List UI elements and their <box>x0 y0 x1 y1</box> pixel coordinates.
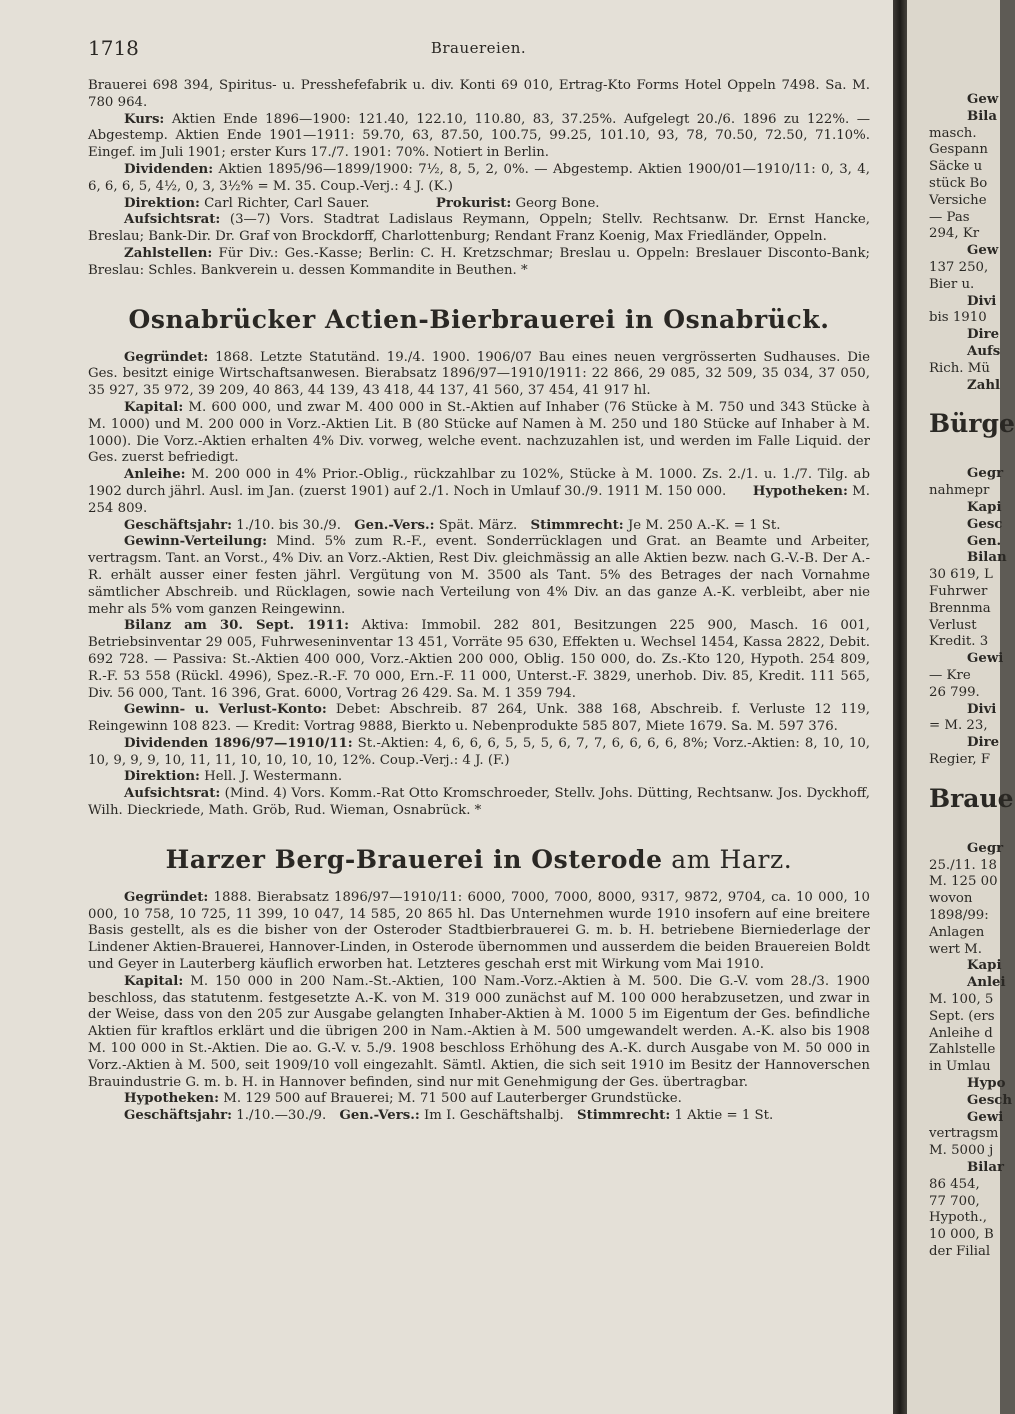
entry-title-harzer: Harzer Berg-Brauerei in Osterode am Harz. <box>165 844 793 874</box>
right-page-fragment: Bilar <box>967 1160 1004 1175</box>
right-page-fragment: Dire <box>967 327 1000 343</box>
paragraph: Gewinn-Verteilung: Mind. 5% zum R.-F., event. Sonderrücklagen und Grat. an Beamte und Arbeiter, vertragsm. Tant. an Vorst., 4% Div. an Vorz.-Aktien, Rest Div. gleichmässig an alle Aktien bezw. nach G.-V.-B. Der A.-R. erhält ausser einer festen jährl. Vergütung von M. 3500 als Tant. 5% des Betrages der nach Vornahme sämtlicher Abschreib. und Rücklagen, sowie nach Verteilung von 4% Div. an das ganze A.-K. verbleibt, aber nie mehr als 5% vom ganzen Reingewinn. <box>88 534 870 617</box>
right-page-fragment: Hypoth., <box>929 1210 987 1226</box>
right-page-fragment: Divi <box>967 701 997 717</box>
right-page-fragment: stück Bo <box>929 176 988 191</box>
page-content <box>88 78 870 1125</box>
right-page-fragment: Gesch <box>967 1092 1013 1108</box>
page-number: 1718 <box>88 36 139 60</box>
right-page-fragment: Brennma <box>929 600 991 616</box>
paragraph: Kapital: M. 150 000 in 200 Nam.-St.-Aktien, 100 Nam.-Vorz.-Aktien à M. 500. Die G.-V. vom 28./3. 1900 beschloss, das statutenm. festgesetzte A.-K. von M. 319 000 zunächst auf M. 100 000 herabzusetzen, und zwar in der Weise, dass von den 205 zur Ausgabe gelangten Inhaber-Aktien à M. 1000 5 im Eigentum der Ges. befindliche Aktien für kraftlos erklärt und die übrigen 200 in Nam.-Aktien à M. 500 umgewandelt werden. A.-K. also bis 1908 M. 100 000 in St.-Aktien. Die ao. G.-V. v. 5./9. 1908 beschloss Erhöhung des A.-K. durch Ausgabe von M. 50 000 in Vorz.-Aktien à M. 500, seit 1909/10 voll eingezahlt. Sämtl. Aktien, die sich seit 1910 im Besitz der Hannoverschen Brauindustrie G. m. b. H. in Hannover befinden, sind nur mit Genehmigung der Ges. übertragbar. <box>88 973 870 1090</box>
right-page-fragment: Säcke u <box>929 159 983 175</box>
right-page-fragment: Zahl <box>967 377 1001 393</box>
right-page-fragment: 137 250, <box>929 260 989 275</box>
paragraph: Geschäftsjahr: 1./10. bis 30./9. Gen.-Vers.: Spät. März. Stimmrecht: Je M. 250 A.-K. = 1 St. <box>124 517 781 533</box>
right-page-fragment: Gegr <box>967 466 1004 482</box>
right-page-fragment: Anlagen <box>929 924 985 940</box>
right-page-fragment: Bürge <box>929 409 1015 439</box>
right-page-fragment: Anlei <box>967 975 1006 991</box>
book-gutter <box>893 0 907 1414</box>
paragraph: Anleihe: M. 200 000 in 4% Prior.-Oblig., rückzahlbar zu 102%, Stücke à M. 1000. Zs. 2./1. u. 1./7. Tilg. ab 1902 durch jährl. Ausl. im Jan. (zuerst 1901) auf 2./1. Noch in Umlauf 30./9. 1911 M. 150 000. Hypotheken: M. 254 809. <box>88 467 870 516</box>
right-page-fragment: 77 700, <box>929 1193 980 1209</box>
right-page-fragment: Bilan <box>967 550 1007 566</box>
right-page-fragment: in Umlau <box>929 1059 991 1075</box>
right-page-fragment: vertragsm <box>929 1126 999 1142</box>
right-page-fragment: wovon <box>929 891 973 907</box>
right-page-fragment: Gesc <box>967 516 1003 532</box>
running-title: Brauereien. <box>430 39 527 57</box>
right-page-fragment: Bila <box>967 108 997 124</box>
paragraph: Kurs: Aktien Ende 1896—1900: 121.40, 122.10, 110.80, 83, 37.25%. Aufgelegt 20./6. 1896 zu 122%. — Abgestemp. Aktien Ende 1901—1911: 59.70, 63, 87.50, 100.75, 99.25, 101.10, 93, 78, 70.50, 72.50, 71.10%. Eingef. im Juli 1901; erster Kurs 17./7. 1901: 70%. Notiert in Berlin. <box>88 111 870 161</box>
right-page-fragment: — Pas <box>929 209 970 225</box>
right-page-fragment: Versiche <box>929 192 987 208</box>
right-page-fragment: wert M. <box>929 941 983 957</box>
right-page-fragment: Fuhrwer <box>929 584 988 599</box>
paragraph: Hypotheken: M. 129 500 auf Brauerei; M. 71 500 auf Lauterberger Grundstücke. <box>124 1091 682 1107</box>
right-page-fragment: Regier, F <box>929 752 991 767</box>
right-page-fragment: 86 454, <box>929 1176 980 1192</box>
right-page-fragment: Kapi <box>967 500 1002 515</box>
right-page-fragment: = M. 23, <box>929 718 988 734</box>
right-page-fragment: Verlust <box>929 617 977 633</box>
entry-continued <box>88 78 870 280</box>
right-page-fragment: 294, Kr <box>929 226 980 242</box>
right-page-fragment: Gew <box>967 92 999 107</box>
right-page-fragment: 30 619, L <box>929 567 993 583</box>
paragraph: Bilanz am 30. Sept. 1911: Aktiva: Immobil. 282 801, Besitzungen 225 900, Masch. 16 001, Betriebsinventar 29 005, Fuhrweseninventar 13 451, Vorräte 95 630, Effekten u. Wechsel 1454, Kassa 2822, Debit. 692 728. — Passiva: St.-Aktien 400 000, Vorz.-Aktien 200 000, Oblig. 150 000, do. Zs.-Kto 120, Hypoth. 254 809, R.-F. 53 558 (Rückl. 4996), Spez.-R.-F. 70 000, Ern.-F. 11 000, Unterst.-F. 3829, unerhob. Div. 85, Kredit. 111 565, Div. 56 000, Tant. 16 396, Grat. 6000, Vortrag 26 429. Sa. M. 1 359 794. <box>88 618 870 701</box>
right-page-fragment: nahmepr <box>929 483 990 499</box>
right-page-fragment: bis 1910 <box>929 310 987 326</box>
paragraph: Dividenden 1896/97—1910/11: St.-Aktien: 4, 6, 6, 6, 5, 5, 5, 6, 7, 7, 6, 6, 6, 6, 8%; Vorz.-Aktien: 8, 10, 10, 10, 9, 9, 9, 10, 11, 11, 10, 10, 10, 10, 12%. Coup.-Verj.: 4 J. (F.) <box>88 735 870 768</box>
paragraph: Dividenden: Aktien 1895/96—1899/1900: 7½, 8, 5, 2, 0%. — Abgestemp. Aktien 1900/01—1910/11: 0, 3, 4, 6, 6, 6, 5, 4½, 0, 3, 3½% = M. 35. Coup.-Verj.: 4 J. (K.) <box>88 161 870 194</box>
right-page-fragment: Kapi <box>967 958 1002 974</box>
right-page-fragment: Gewi <box>967 1109 1004 1125</box>
paragraph: Direktion: Carl Richter, Carl Sauer. Prokurist: Georg Bone. <box>124 195 600 211</box>
paragraph: Direktion: Hell. J. Westermann. <box>124 769 343 785</box>
right-page-fragment: — Kre <box>929 668 971 683</box>
entry-harzer <box>88 890 870 1125</box>
paragraph: Aufsichtsrat: (Mind. 4) Vors. Komm.-Rat Otto Kromschroeder, Stellv. Johs. Dütting, Rechtsanw. Jos. Dyckhoff, Wilh. Dieckriede, Math. Gröb, Rud. Wieman, Osnabrück. * <box>88 786 870 819</box>
right-page-fragment: Anleihe d <box>929 1025 993 1041</box>
right-page-fragment: M. 125 00 <box>929 874 998 890</box>
right-page-fragment: Kredit. 3 <box>929 634 989 650</box>
right-page-fragment: Bier u. <box>929 276 975 292</box>
right-page-fragment: der Filial <box>929 1244 991 1259</box>
right-page-fragment: Zahlstelle <box>929 1042 996 1058</box>
paragraph: Aufsichtsrat: (3—7) Vors. Stadtrat Ladislaus Reymann, Oppeln; Stellv. Rechtsanw. Dr. Ernst Hancke, Breslau; Bank-Dir. Dr. Graf von Brockdorff, Charlottenburg; Rendant Franz Koenig, Max Friedländer, Oppeln. <box>88 212 870 245</box>
right-page-fragment: Divi <box>967 293 997 309</box>
paragraph: Gewinn- u. Verlust-Konto: Debet: Abschreib. 87 264, Unk. 388 168, Abschreib. f. Verluste 12 119, Reingewinn 108 823. — Kredit: Vortrag 9888, Bierkto u. Nebenprodukte 585 807, Miete 1679. Sa. M. 597 376. <box>88 702 870 735</box>
entry-osnabrueck <box>88 350 870 820</box>
right-page-fragment: Gew <box>967 243 999 259</box>
paragraph: Gegründet: 1868. Letzte Statutänd. 19./4. 1900. 1906/07 Bau eines neuen vergrösserten Sudhauses. Die Ges. besitzt einige Wirtschaftsanwesen. Bierabsatz 1896/97—1910/1911: 22 866, 29 085, 32 509, 35 034, 37 050, 35 927, 35 972, 39 209, 40 863, 44 139, 43 418, 44 137, 41 560, 37 454, 41 917 hl. <box>88 349 870 399</box>
right-page-fragment: Aufs <box>967 344 1001 359</box>
right-page-fragment: Rich. Mü <box>929 360 990 376</box>
right-page-fragment: Gen. <box>967 533 1002 549</box>
paragraph: Zahlstellen: Für Div.: Ges.-Kasse; Berlin: C. H. Kretzschmar; Breslau u. Oppeln: Breslauer Disconto-Bank; Breslau: Schles. Bankverein u. dessen Kommandite in Beuthen. * <box>88 245 870 278</box>
paragraph: Brauerei 698 394, Spiritus- u. Presshefefabrik u. div. Konti 69 010, Ertrag-Kto Forms Hotel Oppeln 7498. Sa. M. 780 964. <box>88 78 870 110</box>
right-page-fragment: M. 100, 5 <box>929 992 994 1007</box>
right-page-fragment: 10 000, B <box>929 1227 994 1243</box>
paragraph: Gegründet: 1888. Bierabsatz 1896/97—1910/11: 6000, 7000, 7000, 8000, 9317, 9872, 9704, ca. 10 000, 10 000, 10 758, 10 725, 11 399, 10 047, 14 585, 20 865 hl. Das Unternehmen wurde 1910 insofern auf eine breitere Basis gestellt, als es die bisher von der Osteroder Stadtbierbrauerei G. m. b. H. betriebene Bierniederlage der Lindener Aktien-Brauerei, Hannover-Linden, in Osterode übernommen und ausserdem die beiden Brauereien Boldt und Geyer in Lauterberg käuflich erworben hat. Letzteres geschah erst mit Wirkung vom Mai 1910. <box>88 889 870 973</box>
right-page-fragment: Dire <box>967 735 1000 751</box>
right-page-fragment: M. 5000 j <box>929 1143 994 1159</box>
right-page-fragment: Hypo <box>967 1076 1006 1091</box>
right-page-fragment: Gegr <box>967 840 1004 856</box>
right-page-fragment: Sept. (ers <box>929 1008 995 1024</box>
entry-title-osnabrueck: Osnabrücker Actien-Bierbrauerei in Osnabrück. <box>128 304 830 334</box>
paragraph: Geschäftsjahr: 1./10.—30./9. Gen.-Vers.: Im I. Geschäftshalbj. Stimmrecht: 1 Aktie = 1 St. <box>124 1108 774 1124</box>
page-header <box>88 36 869 60</box>
right-page-fragment: masch. <box>929 125 977 141</box>
right-page-fragment: Gewi <box>967 651 1004 667</box>
right-page-fragment: Braue <box>929 783 1014 813</box>
right-page-fragment: 1898/99: <box>929 908 989 923</box>
right-page-fragment: 26 799. <box>929 684 980 700</box>
right-page-fragment: Gespann <box>929 142 988 158</box>
right-page-fragment: 25./11. 18 <box>929 857 997 873</box>
paragraph: Kapital: M. 600 000, und zwar M. 400 000 in St.-Aktien auf Inhaber (76 Stücke à M. 750 und 343 Stücke à M. 1000) und M. 200 000 in Vorz.-Aktien Lit. B (80 Stücke auf Namen à M. 250 und 180 Stücke auf Inhaber à M. 1000). Die Vorz.-Aktien erhalten 4% Div. vorweg, welche event. nachzuzahlen ist, und werden im Falle Liquid. der Ges. zuerst befriedigt. <box>88 399 870 466</box>
right-page-edge <box>907 0 1015 1414</box>
